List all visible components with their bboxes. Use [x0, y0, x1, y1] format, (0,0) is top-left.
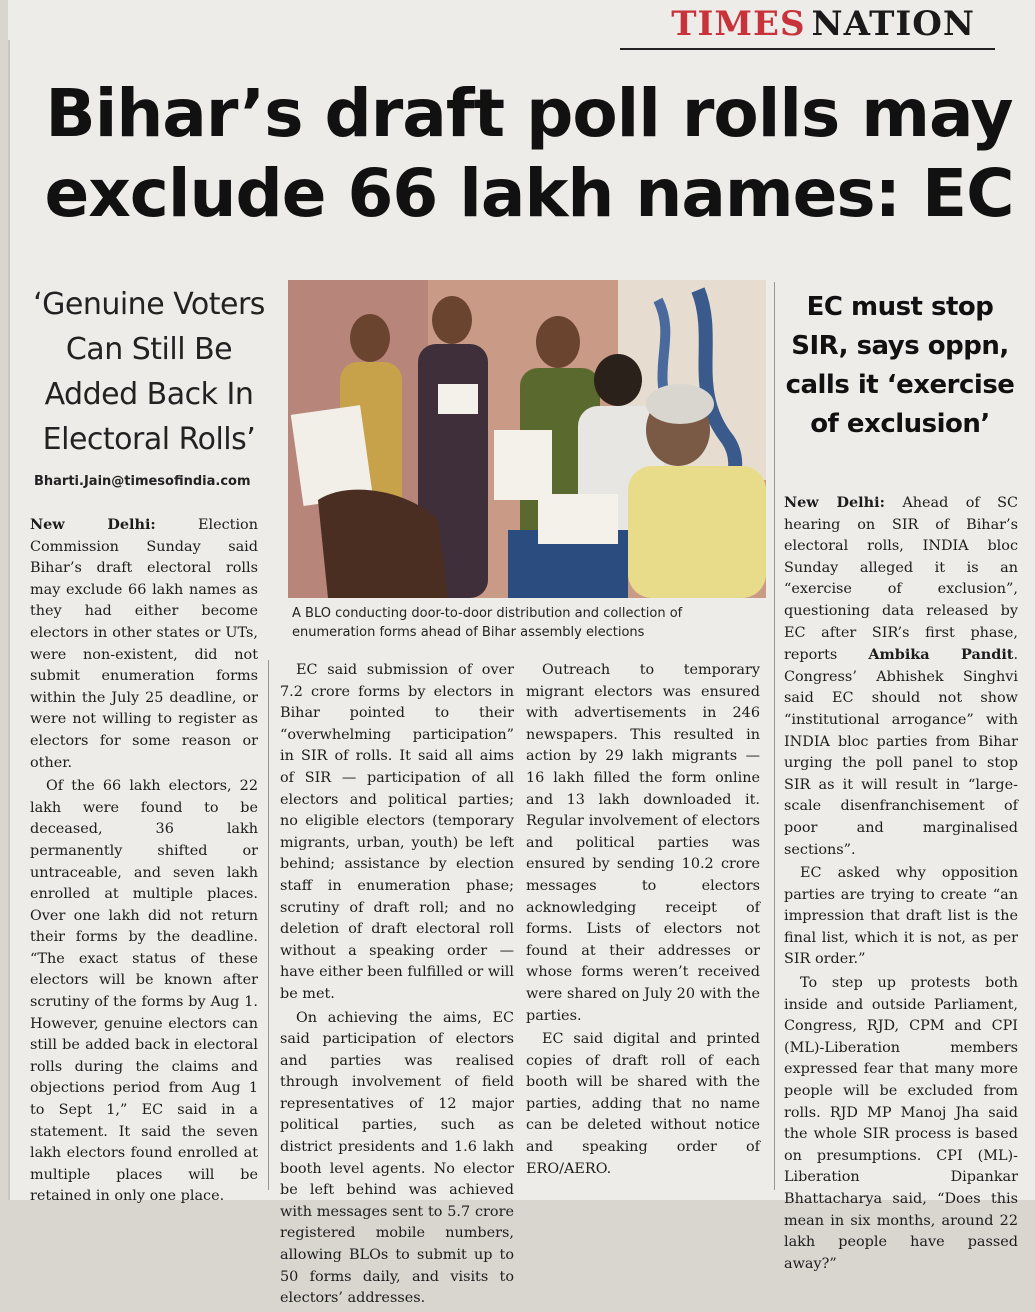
story-paragraph: Of the 66 lakh electors, 22 lakh were found to be deceased, 36 lakh permanently shifted or untraceable, and seven lakh enrolled at multiple places. Over one lakh did not return their forms by the deadline. “The exact status of these electors will be known after scrutiny of the forms by Aug 1. However, genuine electors can still be added back in electoral rolls during the claims and objections period from Aug 1 to Sept 1,” EC said in a statement. It said the seven lakh electors found enrolled at multiple places will be retained in only one place. [30, 778, 258, 1205]
story-paragraph [30, 514, 258, 774]
photo-caption: A BLO conducting door-to-door distribution and collection of enumeration forms ahead of Bihar assembly elections [292, 606, 683, 640]
masthead-brand: TIMES [671, 4, 806, 44]
masthead-section: NATION [811, 4, 975, 44]
story-paragraph: Outreach to temporary migrant electors was ensured with advertisements in 246 newspapers. This resulted in action by 29 lakh migrants — 16 lakh filled the form online and 13 lakh downloaded it. Regular involvement of electors and political parties was ensured by sending 10.2 crore messages to electors acknowledging receipt of forms. Lists of electors not found at their addresses or whose forms weren’t received were shared on July 20 with the parties. [526, 662, 760, 1024]
paragraph-text: Ahead of SC hearing on SIR of Bihar’s electoral rolls, INDIA bloc Sunday alleged it is an “exercise of exclusion”, questioning data released by EC after SIR’s first phase, reports [784, 495, 1018, 664]
story-column-1 [30, 514, 258, 1210]
story-paragraph: EC said digital and printed copies of draft roll of each booth will be shared with the parties, adding that no name can be deleted without notice and speaking order of ERO/AERO. [526, 1031, 760, 1177]
side-headline: EC must stop SIR, says oppn, calls it ‘exercise of exclusion’ [785, 292, 1015, 439]
side-story-column [784, 492, 1018, 1277]
dateline: New Delhi: [30, 516, 156, 533]
byline: Bharti.Jain@timesofindia.com [34, 474, 251, 489]
reporter-name: Ambika Pandit [868, 646, 1014, 664]
photo-illustration [288, 280, 766, 598]
masthead-rule [620, 48, 995, 50]
dateline: New Delhi: [784, 494, 885, 511]
column-rule [774, 282, 775, 1190]
news-photo [288, 280, 766, 598]
story-column-2 [280, 660, 514, 1312]
story-paragraph [784, 492, 1018, 861]
paragraph-text: Election Commission Sunday said Bihar’s draft electoral rolls may exclude 66 lakh names as they had either become electors in other states or UTs, were non-existent, did not submit enumeration forms within the July 25 deadline, or were not willing to register as electors for some reason or other. [30, 517, 258, 771]
paragraph-text: . Congress’ Abhishek Singhvi said EC should not show “institutional arrogance” with INDIA bloc parties from Bihar urging the poll panel to stop SIR as it will result in “large-scale disenfranchisement of poor and marginalised sections”. [784, 647, 1019, 858]
story-column-3 [526, 660, 760, 1182]
page-fold-edge [8, 40, 10, 1200]
column-rule [268, 660, 269, 1190]
story-paragraph: To step up protests both inside and outside Parliament, Congress, RJD, CPM and CPI (ML)-Liberation members expressed fear that many more people will be excluded from rolls. RJD MP Manoj Jha said the whole SIR process is based on presumptions. CPI (ML)-Liberation Dipankar Bhattacharya said, “Does this mean in six months, around 22 lakh people have passed away?” [784, 975, 1018, 1272]
story-paragraph: On achieving the aims, EC said participation of electors and parties was realised through involvement of field representatives of 12 major political parties, such as district presidents and 1.6 lakh booth level agents. No elector be left behind was achieved with messages sent to 5.7 crore registered mobile numbers, allowing BLOs to submit up to 50 forms daily, and visits to electors’ addresses. [280, 1009, 514, 1307]
section-masthead [671, 4, 975, 44]
main-headline: Bihar’s draft poll rolls may exclude 66 lakh names: EC [44, 75, 1014, 232]
pull-quote: ‘Genuine Voters Can Still Be Added Back In Electoral Rolls’ [33, 287, 265, 457]
story-paragraph: EC said submission of over 7.2 crore forms by electors in Bihar pointed to their “overwhelming participation” in SIR of rolls. It said all aims of SIR — participation of all electors and political parties; no eligible electors (temporary migrants, urban, youth) be left behind; assistance by election staff in enumeration phase; scrutiny of draft roll; and no deletion of draft electoral roll without a speaking order — have either been fulfilled or will be met. [280, 662, 514, 1002]
story-paragraph: EC asked why opposition parties are trying to create “an impression that draft list is the final list, which it is not, as per SIR order.” [784, 865, 1018, 968]
